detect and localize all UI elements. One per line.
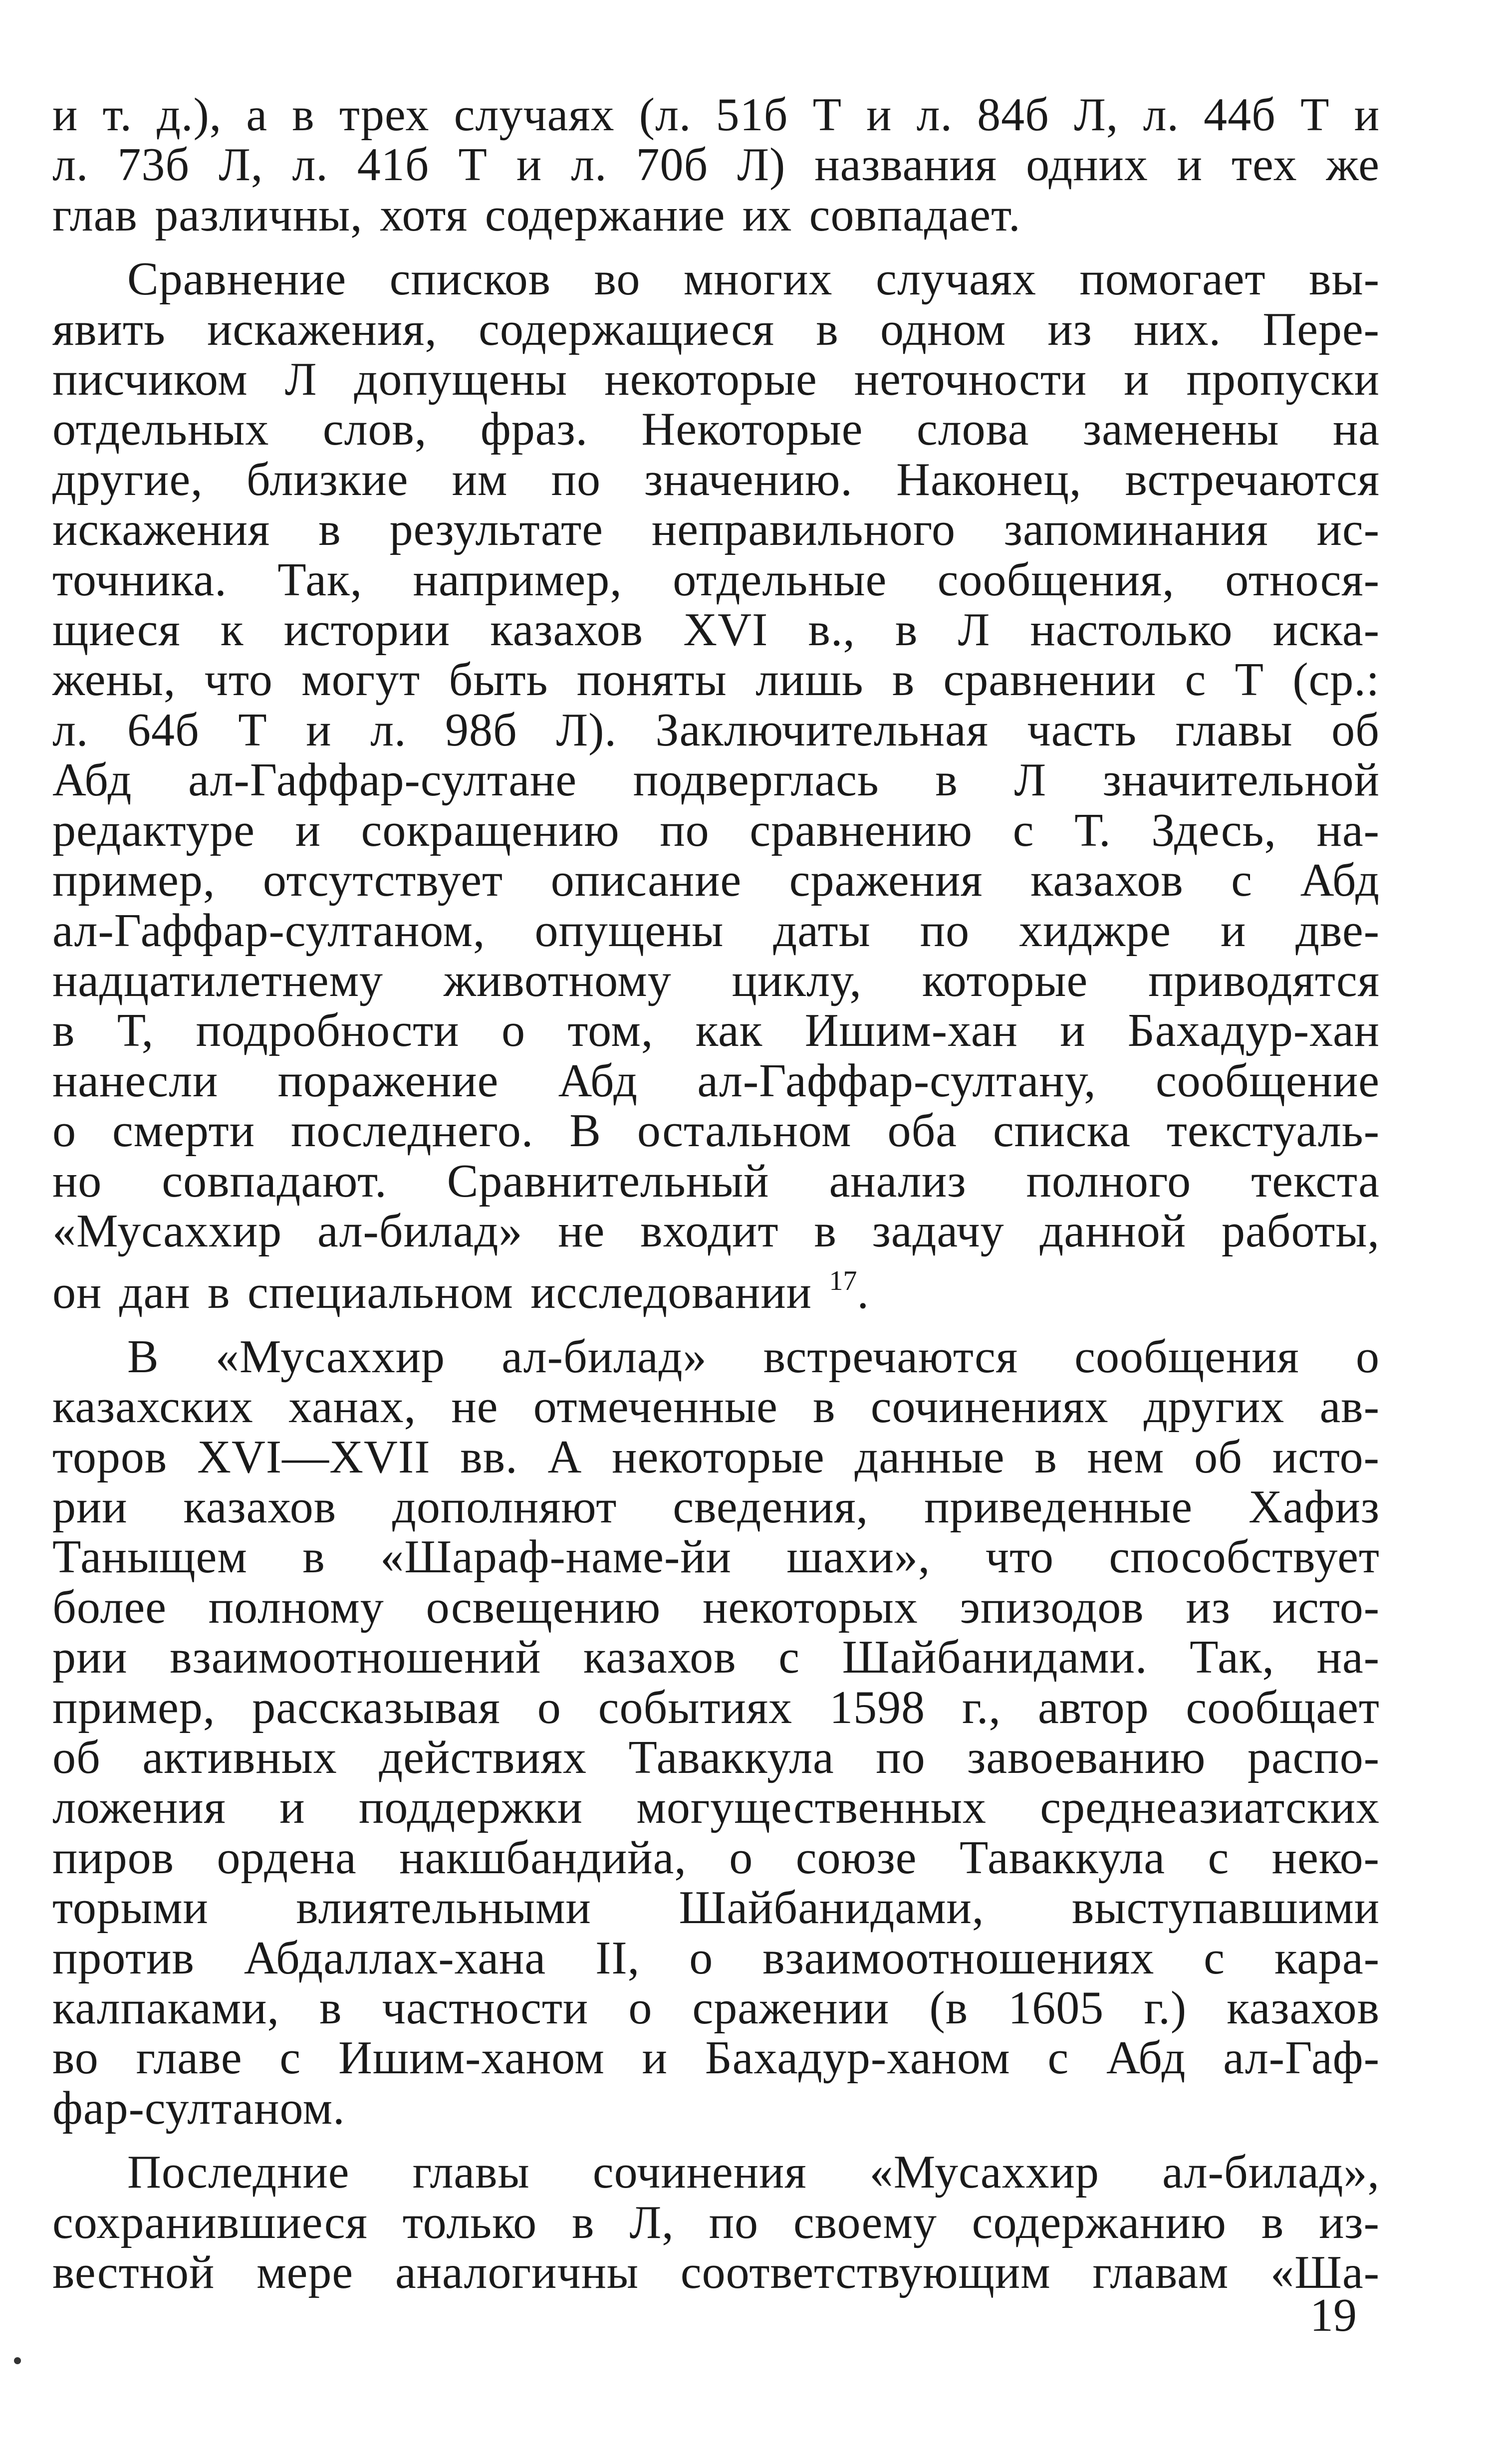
text-line: фар-султаном. bbox=[52, 2082, 345, 2134]
text-line: пример, рассказывая о событиях 1598 г., автор сообщает bbox=[52, 1681, 1380, 1733]
text-line: нанесли поражение Абд ал-Гаффар-султану, сообщение bbox=[52, 1054, 1380, 1107]
text-line-body: он дан в специальном исследовании bbox=[52, 1266, 812, 1319]
page-number: 19 bbox=[1310, 2289, 1357, 2341]
text-line: Абд ал-Гаффар-султане подверглась в Л значительной bbox=[52, 754, 1380, 806]
print-speck bbox=[14, 2357, 21, 2364]
text-line-with-footnote bbox=[52, 1256, 1380, 1317]
text-line: вестной мере аналогичны соответствующим главам «Ша- bbox=[52, 2246, 1380, 2299]
text-line: точника. Так, например, отдельные сообщения, относя- bbox=[52, 553, 1380, 606]
text-line: редактуре и сокращению по сравнению с Т. Здесь, на- bbox=[52, 804, 1380, 856]
text-line: пиров ордена накшбандийа, о союзе Таваккула с неко- bbox=[52, 1831, 1380, 1884]
paragraph-start-line: Сравнение списков во многих случаях помогает вы- bbox=[127, 253, 1380, 305]
text-line: но совпадают. Сравнительный анализ полного текста bbox=[52, 1155, 1380, 1207]
text-line: жены, что могут быть поняты лишь в сравнении с Т (ср.: bbox=[52, 654, 1380, 706]
text-line: казахских ханах, не отмеченные в сочинениях других ав- bbox=[52, 1381, 1380, 1433]
text-line: более полному освещению некоторых эпизодов из исто- bbox=[52, 1581, 1380, 1633]
text-line: калпаками, в частности о сражении (в 1605 г.) казахов bbox=[52, 1982, 1380, 2034]
footnote-reference: 17 bbox=[829, 1265, 857, 1297]
text-line: ал-Гаффар-султаном, опущены даты по хиджре и две- bbox=[52, 904, 1380, 957]
paragraph-start-line: Последние главы сочинения «Мусаххир ал-билад», bbox=[127, 2146, 1380, 2199]
text-line: против Абдаллах-хана II, о взаимоотношениях с кара- bbox=[52, 1932, 1380, 1984]
text-line: пример, отсутствует описание сражения казахов с Абд bbox=[52, 854, 1380, 907]
text-line: глав различны, хотя содержание их совпадает. bbox=[52, 189, 1021, 241]
page-body bbox=[52, 90, 1390, 2365]
text-line: рии взаимоотношений казахов с Шайбанидами. Так, на- bbox=[52, 1631, 1380, 1684]
text-line: искажения в результате неправильного запоминания ис- bbox=[52, 503, 1380, 556]
text-line: об активных действиях Таваккула по завоеванию распо- bbox=[52, 1731, 1380, 1783]
text-line: в Т, подробности о том, как Ишим-хан и Бахадур-хан bbox=[52, 1004, 1380, 1057]
text-line: л. 73б Л, л. 41б Т и л. 70б Л) названия одних и тех же bbox=[52, 139, 1380, 191]
text-line: явить искажения, содержащиеся в одном из них. Пере- bbox=[52, 303, 1380, 355]
text-line: «Мусаххир ал-билад» не входит в задачу данной работы, bbox=[52, 1205, 1380, 1257]
text-line: рии казахов дополняют сведения, приведенные Хафиз bbox=[52, 1480, 1380, 1533]
text-line: ложения и поддержки могущественных среднеазиатских bbox=[52, 1781, 1380, 1834]
text-line: л. 64б Т и л. 98б Л). Заключительная часть главы об bbox=[52, 704, 1380, 756]
text-line: отдельных слов, фраз. Некоторые слова заменены на bbox=[52, 403, 1380, 456]
text-line: сохранившиеся только в Л, по своему содержанию в из- bbox=[52, 2196, 1380, 2248]
footnote-trailing-punctuation: . bbox=[857, 1266, 869, 1319]
text-line: Таныщем в «Шараф-наме-йи шахи», что способствует bbox=[52, 1531, 1380, 1583]
paragraph-start-line: В «Мусаххир ал-билад» встречаются сообщения о bbox=[127, 1330, 1380, 1383]
text-line: торыми влиятельными Шайбанидами, выступавшими bbox=[52, 1882, 1380, 1934]
text-line: торов XVI—XVII вв. А некоторые данные в нем об исто- bbox=[52, 1431, 1380, 1483]
text-line: другие, близкие им по значению. Наконец, встречаются bbox=[52, 453, 1380, 505]
text-line: щиеся к истории казахов XVI в., в Л настолько иска- bbox=[52, 604, 1380, 656]
text-line: о смерти последнего. В остальном оба списка текстуаль- bbox=[52, 1105, 1380, 1157]
text-line: во главе с Ишим-ханом и Бахадур-ханом с Абд ал-Гаф- bbox=[52, 2032, 1380, 2084]
text-line: надцатилетнему животному циклу, которые приводятся bbox=[52, 954, 1380, 1006]
text-line: писчиком Л допущены некоторые неточности и пропуски bbox=[52, 353, 1380, 406]
text-line: и т. д.), а в трех случаях (л. 51б Т и л. 84б Л, л. 44б Т и bbox=[52, 89, 1380, 141]
